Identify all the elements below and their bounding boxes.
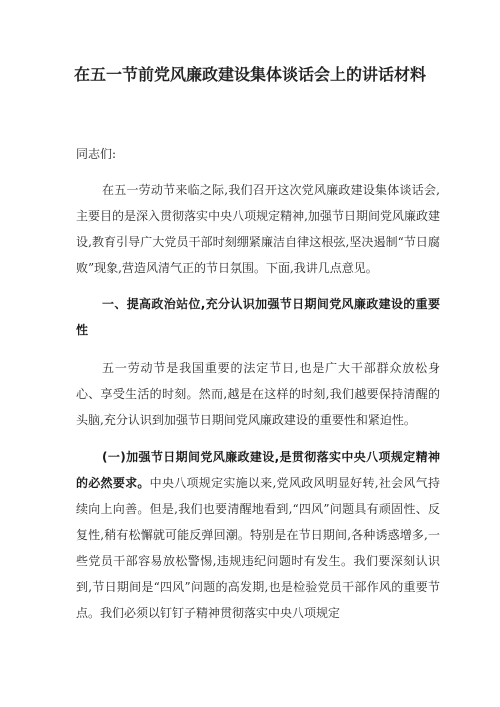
section-heading-1: 一、提高政治站位,充分认识加强节日期间党风廉政建设的重要性 — [76, 297, 440, 337]
subsection-body: 中央八项规定实施以来,党风政风明显好转,社会风气持续向上向善。但是,我们也要清醒地看到,“四风”问题具有顽固性、反复性,稍有松懈就可能反弹回潮。特别是在节日期间,各种诱惑增多,一些党员干部容易放松警惕,违规违纪问题时有发生。我们要深刻认识到,节日期间是“四风”问题的高发期,也是检验党员干部作风的重要节点。我们必须以钉钉子精神贯彻落实中央八项规定 — [76, 476, 440, 620]
paragraph-intro: 在五一劳动节来临之际,我们召开这次党风廉政建设集体谈话会,主要目的是深入贯彻落实中央八项规定精神,加强节日期间党风廉政建设,教育引导广大党员干部时刻绷紧廉洁自律这根弦,坚决遏制“节日腐败”现象,营造风清气正的节日氛围。下面,我讲几点意见。 — [76, 183, 440, 275]
paragraph-subsection-1 — [76, 444, 440, 626]
document-title: 在五一节前党风廉政建设集体谈话会上的讲话材料 — [73, 65, 426, 84]
paragraph-importance: 五一劳动节是我国重要的法定节日,也是广大干部群众放松身心、享受生活的时刻。然而,越是在这样的时刻,我们越要保持清醒的头脑,充分认识到加强节日期间党风廉政建设的重要性和紧迫性。 — [76, 361, 440, 427]
subsection-lead: (一)加强节日期间党风廉政建设,是贯彻落实中央八项规定精神的必然要求。 — [76, 450, 440, 490]
salutation: 同志们: — [76, 147, 117, 161]
